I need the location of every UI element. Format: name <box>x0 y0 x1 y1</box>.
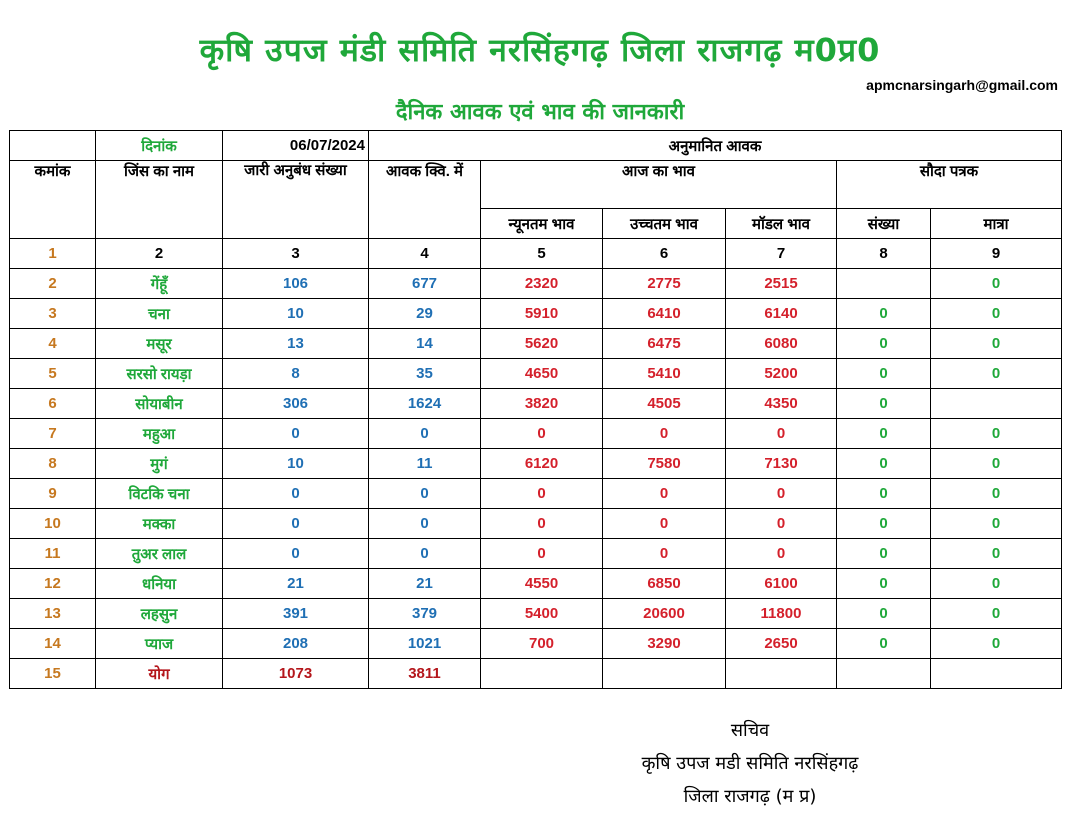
qty-cell: 0 <box>931 629 1062 659</box>
count-cell: 0 <box>837 329 931 359</box>
empty-cell <box>837 659 931 689</box>
commodity-cell: मसूर <box>96 329 223 359</box>
commodity-cell: महुआ <box>96 419 223 449</box>
arrival-cell: 29 <box>369 299 481 329</box>
max-price-cell: 2775 <box>603 269 726 299</box>
arrival-cell: 35 <box>369 359 481 389</box>
table-row <box>10 329 1062 359</box>
permits-cell: 306 <box>223 389 369 419</box>
serial-header: कमांक <box>10 161 96 239</box>
count-cell: 0 <box>837 479 931 509</box>
arrival-cell: 0 <box>369 509 481 539</box>
date-value: 06/07/2024 <box>223 131 369 161</box>
arrival-cell: 1021 <box>369 629 481 659</box>
model-price-cell: 4350 <box>726 389 837 419</box>
empty-cell <box>603 659 726 689</box>
min-price-cell: 5620 <box>481 329 603 359</box>
col-number: 6 <box>603 239 726 269</box>
permits-cell: 0 <box>223 509 369 539</box>
deal-header: सौदा पत्रक <box>837 161 1062 209</box>
empty-cell <box>726 659 837 689</box>
count-header: संख्या <box>837 209 931 239</box>
commodity-cell: सरसो रायड़ा <box>96 359 223 389</box>
col-number: 9 <box>931 239 1062 269</box>
email-address: apmcnarsingarh@gmail.com <box>866 77 1058 93</box>
count-cell: 0 <box>837 419 931 449</box>
model-price-cell: 11800 <box>726 599 837 629</box>
serial-cell: 7 <box>10 419 96 449</box>
model-price-cell: 6080 <box>726 329 837 359</box>
count-cell: 0 <box>837 389 931 419</box>
arrival-cell: 0 <box>369 419 481 449</box>
total-serial-cell: 15 <box>10 659 96 689</box>
estimated-arrival-header: अनुमानित आवक <box>369 131 1062 161</box>
table-row <box>10 539 1062 569</box>
col-number: 4 <box>369 239 481 269</box>
qty-cell: 0 <box>931 329 1062 359</box>
qty-cell: 0 <box>931 539 1062 569</box>
min-price-cell: 0 <box>481 479 603 509</box>
min-price-cell: 4650 <box>481 359 603 389</box>
min-price-cell: 5400 <box>481 599 603 629</box>
min-price-cell: 0 <box>481 419 603 449</box>
serial-cell: 11 <box>10 539 96 569</box>
model-price-cell: 6100 <box>726 569 837 599</box>
max-price-cell: 5410 <box>603 359 726 389</box>
table-row <box>10 509 1062 539</box>
commodity-cell: लहसुन <box>96 599 223 629</box>
empty-cell <box>481 659 603 689</box>
serial-cell: 9 <box>10 479 96 509</box>
min-price-cell: 3820 <box>481 389 603 419</box>
signature-title: सचिव <box>730 720 770 741</box>
commodity-cell: मक्का <box>96 509 223 539</box>
serial-cell: 2 <box>10 269 96 299</box>
date-label: दिनांक <box>96 131 223 161</box>
model-price-cell: 0 <box>726 479 837 509</box>
model-price-cell: 0 <box>726 539 837 569</box>
arrival-cell: 0 <box>369 539 481 569</box>
min-price-cell: 6120 <box>481 449 603 479</box>
table-row <box>10 269 1062 299</box>
arrival-cell: 21 <box>369 569 481 599</box>
count-cell: 0 <box>837 449 931 479</box>
serial-cell: 14 <box>10 629 96 659</box>
col-number: 8 <box>837 239 931 269</box>
model-price-cell: 6140 <box>726 299 837 329</box>
commodity-cell: तुअर लाल <box>96 539 223 569</box>
permits-header: जारी अनुबंध संख्या <box>223 161 369 239</box>
serial-cell: 3 <box>10 299 96 329</box>
serial-cell: 12 <box>10 569 96 599</box>
commodity-header: जिंस का नाम <box>96 161 223 239</box>
commodity-cell: धनिया <box>96 569 223 599</box>
commodity-cell: प्याज <box>96 629 223 659</box>
serial-cell: 4 <box>10 329 96 359</box>
max-price-header: उच्चतम भाव <box>603 209 726 239</box>
qty-header: मात्रा <box>931 209 1062 239</box>
col-number: 3 <box>223 239 369 269</box>
count-cell: 0 <box>837 299 931 329</box>
max-price-cell: 0 <box>603 509 726 539</box>
count-cell: 0 <box>837 599 931 629</box>
permits-cell: 391 <box>223 599 369 629</box>
count-cell: 0 <box>837 539 931 569</box>
qty-cell: 0 <box>931 479 1062 509</box>
permits-cell: 10 <box>223 449 369 479</box>
permits-cell: 13 <box>223 329 369 359</box>
table-row <box>10 479 1062 509</box>
permits-cell: 8 <box>223 359 369 389</box>
col-number: 7 <box>726 239 837 269</box>
qty-cell <box>931 389 1062 419</box>
min-price-cell: 4550 <box>481 569 603 599</box>
commodity-cell: सोयाबीन <box>96 389 223 419</box>
table-row <box>10 419 1062 449</box>
max-price-cell: 7580 <box>603 449 726 479</box>
count-cell: 0 <box>837 569 931 599</box>
max-price-cell: 0 <box>603 539 726 569</box>
qty-cell: 0 <box>931 449 1062 479</box>
min-price-cell: 2320 <box>481 269 603 299</box>
min-price-header: न्यूनतम भाव <box>481 209 603 239</box>
total-row <box>10 659 1062 689</box>
qty-cell: 0 <box>931 359 1062 389</box>
total-arrival: 3811 <box>369 659 481 689</box>
max-price-cell: 4505 <box>603 389 726 419</box>
arrival-price-table <box>9 130 1062 689</box>
model-price-cell: 5200 <box>726 359 837 389</box>
arrival-cell: 0 <box>369 479 481 509</box>
min-price-cell: 700 <box>481 629 603 659</box>
total-permits: 1073 <box>223 659 369 689</box>
qty-cell: 0 <box>931 419 1062 449</box>
permits-cell: 0 <box>223 419 369 449</box>
table-row <box>10 389 1062 419</box>
col-number: 2 <box>96 239 223 269</box>
serial-cell: 10 <box>10 509 96 539</box>
col-number: 5 <box>481 239 603 269</box>
qty-cell: 0 <box>931 299 1062 329</box>
page-title: कृषि उपज मंडी समिति नरसिंहगढ़ जिला राजगढ़ म0प्र0 <box>199 31 881 69</box>
qty-cell: 0 <box>931 509 1062 539</box>
permits-cell: 21 <box>223 569 369 599</box>
qty-cell: 0 <box>931 599 1062 629</box>
serial-cell: 8 <box>10 449 96 479</box>
min-price-cell: 0 <box>481 509 603 539</box>
arrival-cell: 11 <box>369 449 481 479</box>
max-price-cell: 0 <box>603 419 726 449</box>
col-number: 1 <box>10 239 96 269</box>
permits-cell: 0 <box>223 539 369 569</box>
model-price-cell: 0 <box>726 509 837 539</box>
arrival-header: आवक क्वि. में <box>369 161 481 239</box>
table-row <box>10 629 1062 659</box>
signature-org: कृषि उपज मडी समिति नरसिंहगढ़ <box>641 753 859 774</box>
page-subtitle: दैनिक आवक एवं भाव की जानकारी <box>395 100 685 125</box>
permits-cell: 208 <box>223 629 369 659</box>
count-cell: 0 <box>837 359 931 389</box>
count-cell <box>837 269 931 299</box>
qty-cell: 0 <box>931 269 1062 299</box>
arrival-cell: 14 <box>369 329 481 359</box>
header-blank-cell <box>10 131 96 161</box>
model-price-cell: 2650 <box>726 629 837 659</box>
table-row <box>10 449 1062 479</box>
commodity-cell: मुगं <box>96 449 223 479</box>
model-price-header: मॉडल भाव <box>726 209 837 239</box>
max-price-cell: 0 <box>603 479 726 509</box>
permits-cell: 0 <box>223 479 369 509</box>
permits-cell: 106 <box>223 269 369 299</box>
qty-cell: 0 <box>931 569 1062 599</box>
table-row <box>10 569 1062 599</box>
count-cell: 0 <box>837 509 931 539</box>
serial-cell: 6 <box>10 389 96 419</box>
commodity-cell: चना <box>96 299 223 329</box>
empty-cell <box>931 659 1062 689</box>
total-label: योग <box>96 659 223 689</box>
serial-cell: 5 <box>10 359 96 389</box>
arrival-cell: 379 <box>369 599 481 629</box>
max-price-cell: 6475 <box>603 329 726 359</box>
permits-cell: 10 <box>223 299 369 329</box>
max-price-cell: 20600 <box>603 599 726 629</box>
arrival-cell: 1624 <box>369 389 481 419</box>
max-price-cell: 6410 <box>603 299 726 329</box>
commodity-cell: गेंहूँ <box>96 269 223 299</box>
table-row <box>10 599 1062 629</box>
table-row <box>10 299 1062 329</box>
min-price-cell: 0 <box>481 539 603 569</box>
arrival-cell: 677 <box>369 269 481 299</box>
model-price-cell: 0 <box>726 419 837 449</box>
model-price-cell: 7130 <box>726 449 837 479</box>
serial-cell: 13 <box>10 599 96 629</box>
signature-district: जिला राजगढ़ (म प्र) <box>683 786 817 807</box>
min-price-cell: 5910 <box>481 299 603 329</box>
max-price-cell: 3290 <box>603 629 726 659</box>
count-cell: 0 <box>837 629 931 659</box>
today-price-header: आज का भाव <box>481 161 837 209</box>
max-price-cell: 6850 <box>603 569 726 599</box>
model-price-cell: 2515 <box>726 269 837 299</box>
commodity-cell: विटकि चना <box>96 479 223 509</box>
table-row <box>10 359 1062 389</box>
